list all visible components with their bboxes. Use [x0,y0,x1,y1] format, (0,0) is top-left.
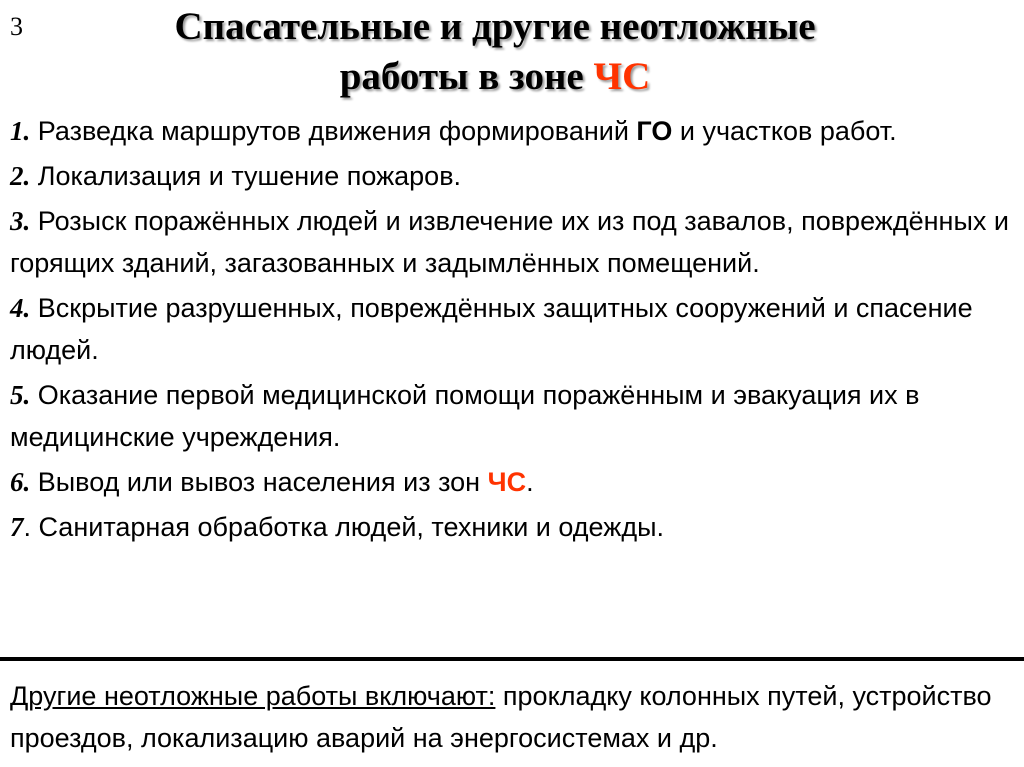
list-item-5 [10,374,1010,458]
item-text: Локализация и тушение пожаров. [30,161,462,191]
list-item-2 [10,155,1010,197]
item-text-end: . [526,467,534,497]
item-number: 6. [10,467,31,497]
item-number: 2. [10,161,31,191]
title-accent-abbr: ЧС [593,55,651,98]
item-number: 7 [10,512,24,542]
footer-text: прокладку колонных путей, устройство проездов, локализацию аварий на энергосистемах и др. [10,681,992,753]
title-line-1: Спасательные и другие неотложные [174,5,816,48]
title-line-2-text: работы в зоне [339,55,594,98]
item-text: . Санитарная обработка людей, техники и одежды. [23,512,664,542]
work-list [10,110,1010,551]
footer-lead: Другие неотложные работы включают: [10,681,496,711]
item-text-end: и участков работ. [672,116,897,146]
list-item-7 [10,506,1010,548]
slide-number: 3 [10,12,23,41]
item-number: 3. [10,206,31,236]
list-item-1 [10,110,1010,152]
item-number: 1. [10,116,31,146]
item-text: Розыск поражённых людей и извлечение их из под завалов, повреждённых и горящих зданий, загазованных и задымлённых помещений. [10,206,1009,278]
list-item-4 [10,287,1010,371]
list-item-3 [10,200,1010,284]
footer-note [10,675,1015,759]
list-item-6 [10,461,1010,503]
item-text: Вскрытие разрушенных, повреждённых защитных сооружений и спасение людей. [10,293,973,365]
item-number: 4. [10,293,31,323]
item-text: Оказание первой медицинской помощи поражённым и эвакуация их в медицинские учреждения. [10,380,920,452]
section-divider [0,657,1024,661]
item-text: Разведка маршрутов движения формирований [30,116,637,146]
title-line-2 [0,52,990,102]
item-accent-abbr: ЧС [487,467,527,497]
item-text: Вывод или вывоз населения из зон [30,467,488,497]
item-number: 5. [10,380,31,410]
slide-title [0,2,990,102]
item-bold-abbr: ГО [636,116,673,146]
